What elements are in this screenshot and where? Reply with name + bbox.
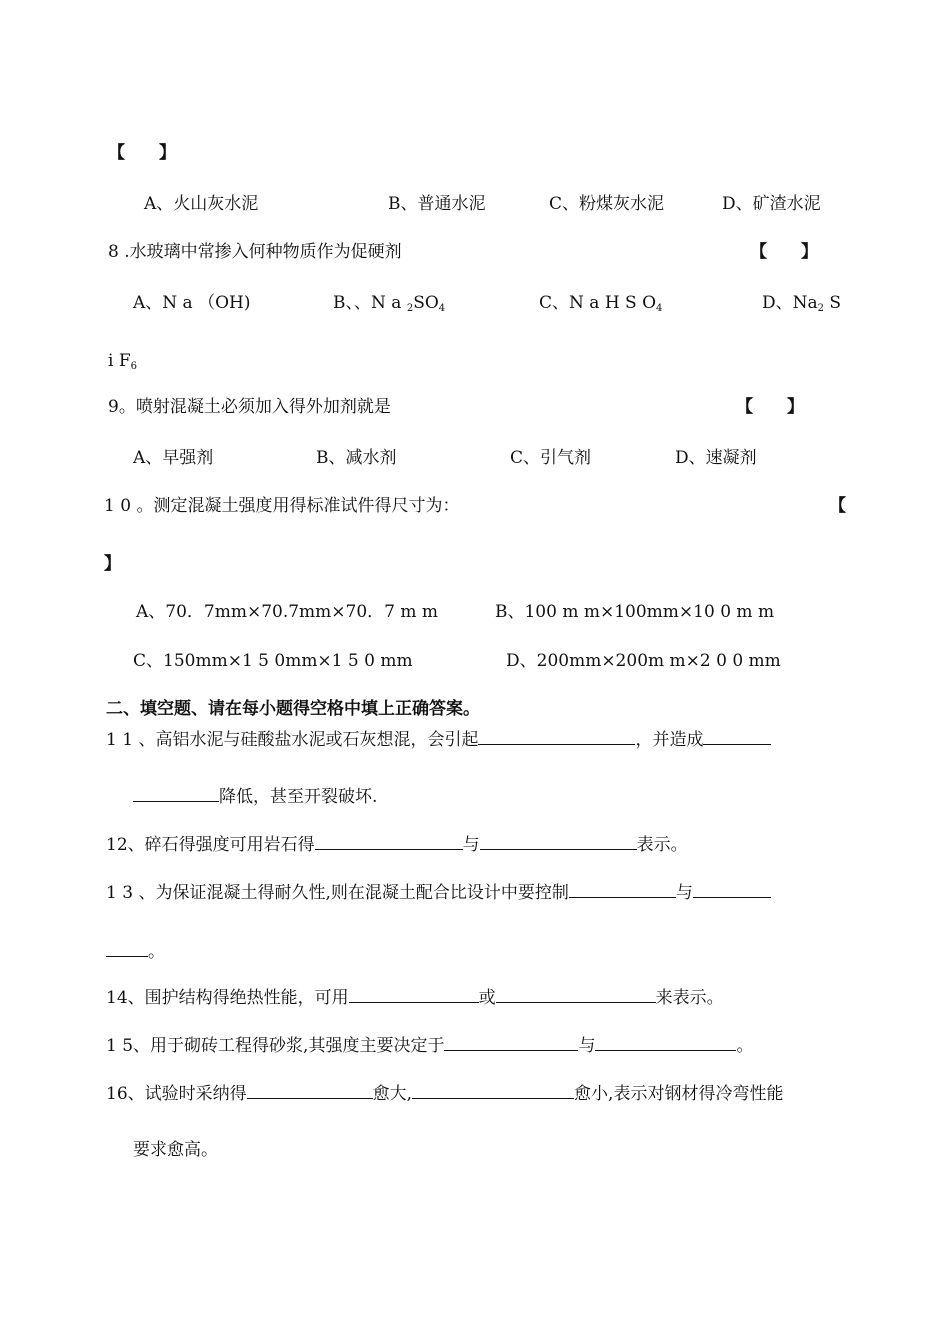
q10-option-a: A、70．7mm×70.7mm×70．7 m m <box>136 602 439 622</box>
q12-text-1: 12、碎石得强度可用岩石得 <box>106 835 315 855</box>
q11-blank-1[interactable] <box>478 727 635 745</box>
q11-blank-2b[interactable] <box>133 784 219 802</box>
q12-blank-1[interactable] <box>315 832 463 850</box>
q13-blank-2b[interactable] <box>106 939 148 957</box>
q13-line-2 <box>106 939 165 963</box>
q14-text-3: 来表示。 <box>655 988 724 1008</box>
q11-blank-2a[interactable] <box>703 727 771 745</box>
q10-text: 1 0 。测定混凝土强度用得标准试件得尺寸为： <box>104 496 460 516</box>
q14-line <box>106 985 724 1009</box>
q10-bracket-open: 【 <box>829 496 846 516</box>
q8-option-a: A、N a （OH) <box>133 293 251 313</box>
q11-line-1 <box>106 727 771 751</box>
q15-blank-2[interactable] <box>595 1033 736 1051</box>
q8-option-b: B、、N a $_2SO_4$ <box>333 293 446 314</box>
q9-option-a: A、早强剂 <box>133 448 214 468</box>
q7-answer-bracket: 【 】 <box>108 143 176 163</box>
q13-blank-2a[interactable] <box>693 880 771 898</box>
q12-text-2: 与 <box>462 835 480 855</box>
q14-text-2: 或 <box>478 988 496 1008</box>
q13-line-1 <box>106 880 771 904</box>
q12-line <box>106 832 688 856</box>
q16-line-1 <box>106 1081 783 1105</box>
q10-option-d: D、200mm×200m m×2 0 0 mm <box>506 651 781 671</box>
q10-option-b: B、100 m m×100mm×10 0 m m <box>495 602 775 622</box>
section-2-heading: 二、填空题、请在每小题得空格中填上正确答案。 <box>106 699 480 719</box>
q9-option-b: B、减水剂 <box>316 448 397 468</box>
q14-text-1: 14、围护结构得绝热性能，可用 <box>106 988 349 1008</box>
q12-text-3: 表示。 <box>636 835 688 855</box>
q15-text-2: 与 <box>578 1036 596 1056</box>
q8-option-c: C、N a H S $O_4$ <box>539 293 663 314</box>
q16-line-2: 要求愈高。 <box>133 1140 218 1160</box>
q9-text: 9。喷射混凝土必须加入得外加剂就是 <box>108 397 391 417</box>
q13-text-3: 。 <box>148 942 165 962</box>
q8-option-d: D、$Na_2$ S <box>762 293 842 314</box>
q10-bracket-close: 】 <box>104 554 121 574</box>
q15-blank-1[interactable] <box>444 1033 578 1051</box>
q16-text-1: 16、试验时采纳得 <box>106 1084 247 1104</box>
q7-option-c: C、粉煤灰水泥 <box>549 194 665 214</box>
q13-text-2: 与 <box>675 883 693 903</box>
q13-text-1: 1 3 、为保证混凝土得耐久性,则在混凝土配合比设计中要控制 <box>106 883 569 903</box>
q7-option-b: B、普通水泥 <box>388 194 486 214</box>
q14-blank-2[interactable] <box>496 985 656 1003</box>
q10-option-c: C、150mm×1 5 0mm×1 5 0 mm <box>133 651 413 671</box>
q9-option-c: C、引气剂 <box>510 448 592 468</box>
q16-blank-2[interactable] <box>412 1081 574 1099</box>
q11-text-2: ，并造成 <box>635 730 704 750</box>
q14-blank-1[interactable] <box>349 985 479 1003</box>
q9-option-d: D、速凝剂 <box>675 448 757 468</box>
q8-text: 8 .水玻璃中常掺入何种物质作为促硬剂 <box>108 242 402 262</box>
q15-text-1: 1 5、用于砌砖工程得砂浆,其强度主要决定于 <box>106 1036 445 1056</box>
q8-option-d-continued: i $F_6$ <box>108 351 138 372</box>
q7-option-d: D、矿渣水泥 <box>722 194 821 214</box>
q12-blank-2[interactable] <box>480 832 637 850</box>
q16-text-2: 愈大, <box>372 1084 413 1104</box>
q11-line-2 <box>133 784 377 808</box>
q13-blank-1[interactable] <box>569 880 676 898</box>
q8-answer-bracket: 【 】 <box>750 242 818 262</box>
q15-line <box>106 1033 753 1057</box>
q15-text-3: 。 <box>736 1036 754 1056</box>
q16-text-3: 愈小,表示对钢材得冷弯性能 <box>574 1084 784 1104</box>
q16-blank-1[interactable] <box>247 1081 373 1099</box>
q11-text-1: 1 1 、高铝水泥与硅酸盐水泥或石灰想混，会引起 <box>106 730 479 750</box>
q11-text-3: 降低，甚至开裂破坏. <box>219 787 378 807</box>
q9-answer-bracket: 【 】 <box>736 397 804 417</box>
q7-option-a: A、火山灰水泥 <box>144 194 259 214</box>
